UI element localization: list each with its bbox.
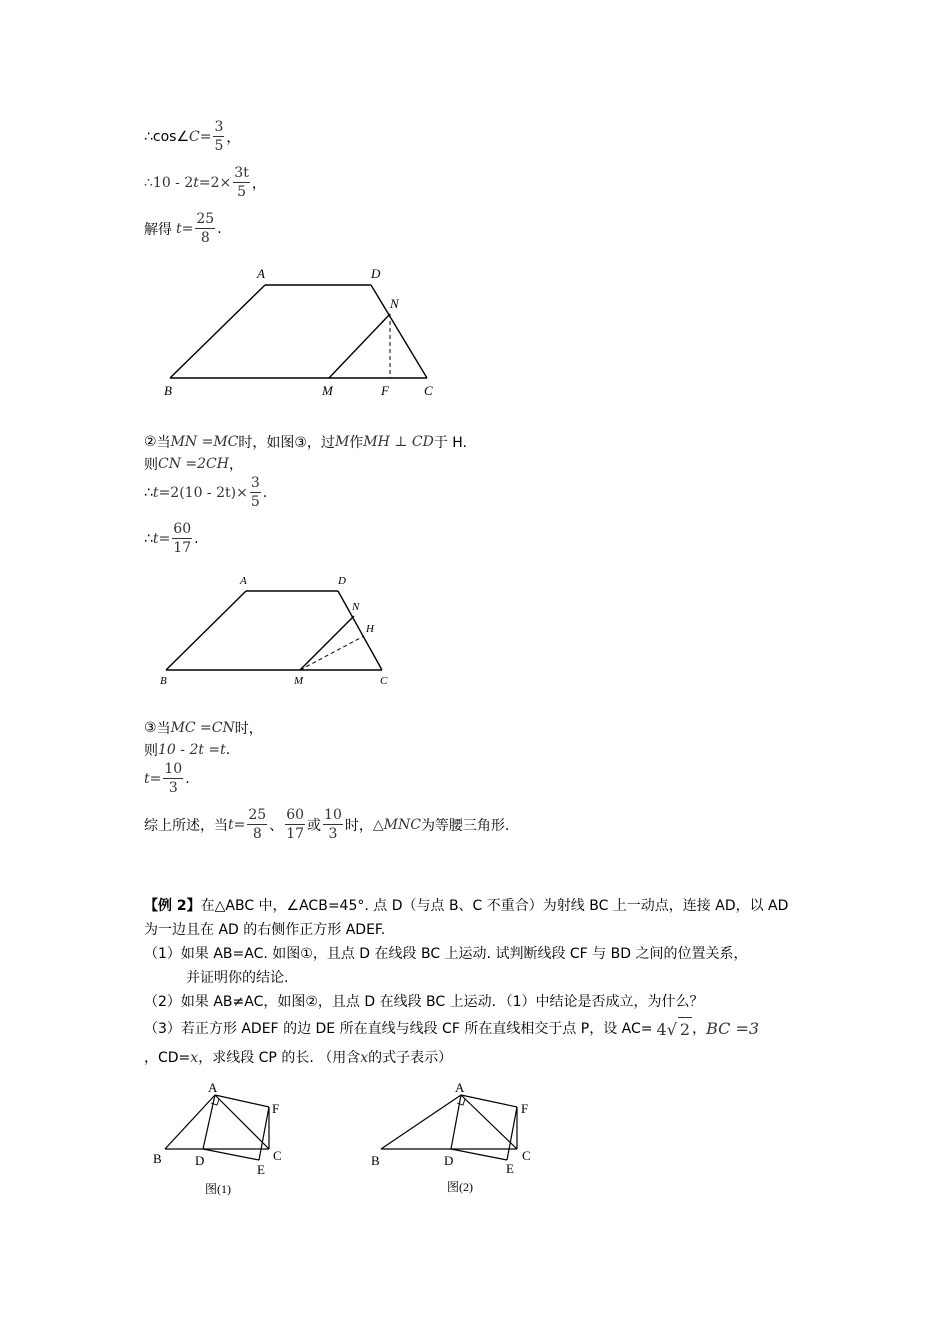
question-3b-text2: ，求线段 CP 的长. （用含 (198, 1050, 361, 1066)
case2-res-eq: = (158, 530, 171, 547)
edge-ac (215, 1095, 269, 1149)
example2-title: 【例 2】 (144, 898, 201, 914)
summary-f1-num: 25 (248, 807, 267, 823)
segment-mn (300, 616, 354, 670)
solve-num: 25 (196, 211, 215, 227)
case3-condition (144, 718, 263, 738)
case2-result (144, 520, 199, 557)
example2-block (144, 894, 814, 1070)
label-f: F (272, 1101, 280, 1116)
question-3b-var: x (190, 1050, 199, 1066)
question-3b-text1: ，CD= (144, 1050, 191, 1066)
edge-ac (461, 1095, 517, 1149)
solve-equation (144, 210, 222, 247)
eq2-tail: ， (251, 175, 266, 192)
solve-var: t (176, 220, 182, 237)
case2-res-tail: . (194, 530, 199, 547)
case2-eq-var: t (152, 484, 159, 501)
eq2-equation (144, 164, 266, 201)
case3-res-num: 10 (164, 761, 183, 777)
example2-line1-text: 在△ABC 中，∠ACB=45°. 点 D（与点 B、C 不重合）为射线 BC 上一动点，连接 AD，以 AD (200, 898, 789, 914)
edge-dc (371, 285, 427, 378)
case2-then-expr: CN =2CH (158, 456, 229, 472)
label-f: F (381, 383, 389, 398)
cos-num: 3 (214, 119, 224, 135)
label-n: N (390, 296, 399, 311)
summary-tri: △MNC (372, 816, 421, 833)
label-a: A (240, 575, 247, 587)
label-d: D (371, 266, 381, 281)
summary-sep1: 、 (269, 817, 284, 834)
summary-f3-num: 10 (324, 807, 342, 823)
case2-point: M (334, 434, 350, 450)
summary-text2: 时， (344, 817, 373, 834)
sqrt-sign: √ (666, 1019, 677, 1039)
case2-eq-tail: . (262, 484, 268, 501)
case3-when: 当 (156, 721, 171, 737)
case2-res-prefix: ∴ (144, 530, 153, 547)
case2-res-var: t (152, 530, 159, 547)
edge-ad (451, 1095, 461, 1149)
label-b: B (160, 675, 167, 687)
case3-res-fraction (163, 760, 183, 797)
cos-var: C (189, 128, 200, 145)
label-n: N (352, 601, 360, 613)
label-d: D (338, 575, 346, 587)
summary-var: t (228, 816, 234, 833)
question-3b-text3: 的式子表示） (368, 1050, 453, 1066)
case2-when: 当 (156, 435, 171, 451)
segment-mh (300, 636, 364, 670)
eq2-fraction (233, 164, 250, 201)
case3-then-label: 则 (144, 743, 158, 759)
summary-line (144, 806, 509, 843)
case2-res-den: 17 (173, 540, 192, 556)
cos-den: 5 (214, 138, 224, 154)
case2-marker: ② (144, 434, 157, 450)
case3-res-den: 3 (168, 780, 178, 796)
edge-fa (461, 1095, 517, 1107)
case3-res-var: t (144, 770, 150, 787)
label-c: C (522, 1148, 531, 1163)
caption-figure-1: 图(1) (205, 1182, 231, 1196)
trapezoid-figure-1 (150, 260, 450, 405)
case2-equation (144, 474, 267, 511)
case2-eq-num: 3 (250, 475, 260, 491)
solve-tail: . (217, 220, 222, 237)
summary-f1-den: 8 (252, 826, 262, 842)
case2-then-tail: ， (228, 457, 243, 473)
case2-eq-mid: =2(10 - 2t)× (158, 484, 248, 501)
case3-then-tail: . (225, 742, 231, 758)
square-figure-1 (145, 1075, 295, 1200)
right-angle-mark (457, 1099, 465, 1105)
case2-res-num: 60 (173, 521, 192, 537)
label-e: E (506, 1161, 514, 1176)
edge-ab (165, 1095, 215, 1149)
label-a: A (208, 1080, 218, 1095)
summary-text1: 综上所述，当 (144, 817, 228, 834)
summary-sep2: 或 (307, 817, 322, 834)
case2-res-fraction (172, 520, 192, 557)
sqrt-radicand: 2 (678, 1017, 692, 1042)
solve-den: 8 (200, 230, 210, 246)
label-b: B (153, 1151, 162, 1166)
summary-frac-3 (323, 806, 343, 843)
trapezoid-figure-2 (150, 570, 400, 690)
question-1a: （1）如果 AB=AC. 如图①，且点 D 在线段 BC 上运动. 试判断线段 CF 与 BD 之间的位置关系， (144, 946, 748, 962)
example2-line1 (144, 894, 814, 918)
case2-condition (144, 432, 467, 452)
segment-mn (329, 314, 390, 378)
edge-ab (170, 285, 265, 378)
edge-ef (507, 1107, 517, 1160)
summary-frac-2 (285, 806, 305, 843)
example2-line2: 为一边且在 AD 的右侧作正方形 ADEF. (144, 922, 386, 938)
eq2-prefix: ∴10 - 2 (144, 174, 194, 191)
summary-f2-den: 17 (286, 826, 305, 842)
label-a: A (455, 1080, 465, 1095)
label-a: A (257, 266, 265, 281)
solve-label: 解得 (144, 221, 172, 238)
cos-equation (144, 118, 240, 155)
case3-text1: 时， (234, 721, 263, 737)
label-d: D (195, 1153, 205, 1168)
eq2-den: 5 (237, 184, 247, 200)
label-b: B (164, 383, 172, 398)
case3-then (144, 740, 230, 760)
case2-text2: 作 (349, 435, 364, 451)
edge-dc (338, 591, 382, 670)
solve-fraction (195, 210, 215, 247)
case3-res-eq: = (149, 770, 162, 787)
square-figure-2 (365, 1075, 545, 1200)
case2-then-label: 则 (144, 457, 158, 473)
cos-prefix: ∴cos∠ (144, 128, 190, 145)
label-c: C (380, 675, 388, 687)
case2-then (144, 454, 243, 474)
question-3-bc: BC =3 (706, 1019, 760, 1038)
case3-marker: ③ (144, 720, 157, 736)
case2-perp: MH ⊥ CD (363, 434, 434, 450)
question-3b (144, 1046, 814, 1070)
label-m: M (294, 675, 304, 687)
edge-de (451, 1149, 507, 1160)
edge-ef (259, 1107, 269, 1160)
cos-fraction (213, 118, 224, 155)
sqrt-coef: 4 (656, 1019, 667, 1039)
label-f: F (521, 1101, 529, 1116)
label-e: E (257, 1162, 265, 1177)
sqrt-expression (657, 1017, 693, 1042)
summary-f2-num: 60 (286, 807, 305, 823)
edge-ab (381, 1095, 461, 1149)
caption-figure-2: 图(2) (447, 1180, 473, 1194)
right-angle-mark (211, 1099, 219, 1105)
case2-eq-fraction (250, 474, 261, 511)
edge-ad (203, 1095, 215, 1149)
case3-cond: MC =CN (170, 720, 235, 736)
eq2-var: t (193, 174, 199, 191)
label-b: B (371, 1153, 380, 1168)
cos-eq: = (199, 128, 212, 145)
case2-cond: MN =MC (170, 434, 239, 450)
edge-fa (215, 1095, 269, 1107)
eq2-mid: =2× (198, 174, 232, 191)
question-1b: 并证明你的结论. (186, 970, 289, 986)
label-c: C (424, 383, 433, 398)
case3-then-expr: 10 - 2t =t (158, 742, 226, 758)
question-2: （2）如果 AB≠AC，如图②，且点 D 在线段 BC 上运动．（1）中结论是否成立，为什么？ (144, 994, 704, 1010)
summary-f3-den: 3 (328, 826, 338, 842)
solve-eq: = (181, 220, 194, 237)
case3-res-tail: . (185, 770, 190, 787)
edge-ab (166, 591, 246, 670)
case2-eq-den: 5 (250, 494, 260, 510)
case2-text1: 时，如图③，过 (238, 435, 335, 451)
edge-de (203, 1149, 259, 1160)
case2-eq-prefix: ∴ (144, 484, 153, 501)
label-h: H (366, 623, 374, 635)
label-c: C (273, 1148, 282, 1163)
question-3b-var2: x (360, 1050, 369, 1066)
summary-text3: 为等腰三角形. (420, 817, 510, 834)
question-3-sep: ， (692, 1021, 707, 1037)
case3-result (144, 760, 190, 797)
question-3a-text: （3）若正方形 ADEF 的边 DE 所在直线与线段 CF 所在直线相交于点 P，设 AC= (144, 1021, 653, 1037)
cos-tail: ， (226, 129, 241, 146)
label-d: D (444, 1153, 454, 1168)
label-m: M (322, 383, 333, 398)
summary-frac-1 (247, 806, 267, 843)
eq2-num: 3t (234, 165, 249, 181)
question-3a (144, 1014, 814, 1044)
case2-text3: 于 H. (433, 435, 468, 451)
summary-eq: = (233, 816, 246, 833)
